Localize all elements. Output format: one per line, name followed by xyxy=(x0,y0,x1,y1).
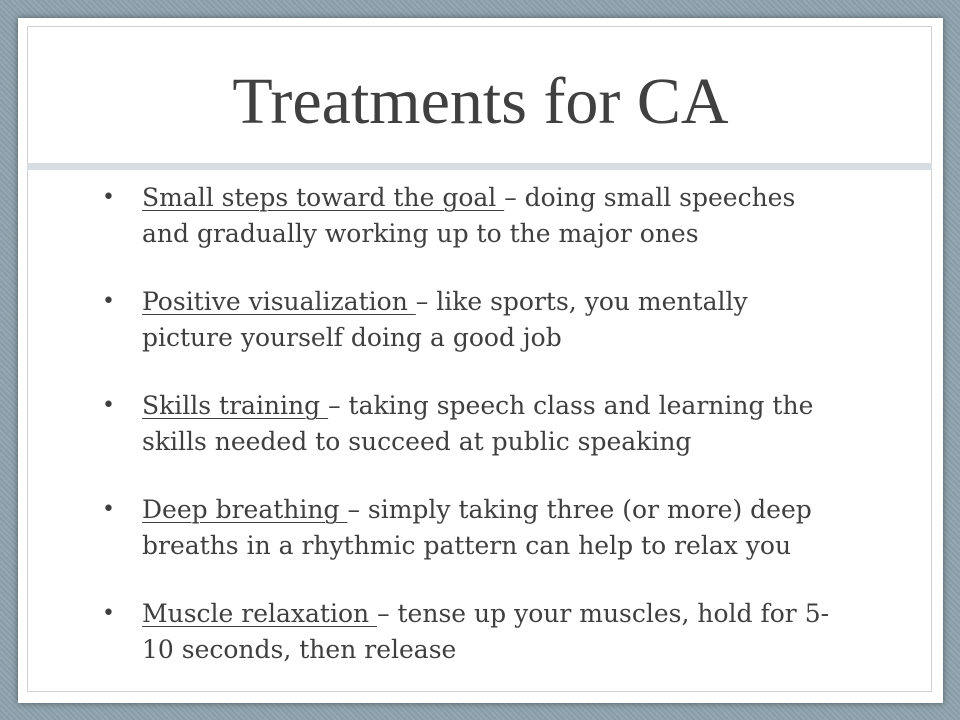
bullet-text: – like sports, you mentally picture yourself doing a good job xyxy=(142,287,748,352)
slide xyxy=(18,18,943,703)
bullet-item xyxy=(102,388,842,460)
bullet-item xyxy=(102,492,842,564)
bullet-text: – doing small speeches and gradually working up to the major ones xyxy=(142,183,796,248)
bullet-term: Skills training xyxy=(142,391,329,420)
bullet-list xyxy=(102,180,842,700)
bullet-term: Deep breathing xyxy=(142,495,348,524)
bullet-term: Muscle relaxation xyxy=(142,599,378,628)
bullet-icon: • xyxy=(102,601,115,626)
bullet-icon: • xyxy=(102,497,115,522)
bullet-item xyxy=(102,284,842,356)
bullet-item xyxy=(102,180,842,252)
bullet-icon: • xyxy=(102,185,115,210)
bullet-text: – taking speech class and learning the skills needed to succeed at public speaking xyxy=(142,391,814,456)
bullet-icon: • xyxy=(102,393,115,418)
bullet-term: Positive visualization xyxy=(142,287,416,316)
bullet-item xyxy=(102,596,842,668)
bullet-text: – simply taking three (or more) deep breaths in a rhythmic pattern can help to relax you xyxy=(142,495,812,560)
title-divider xyxy=(27,163,932,170)
bullet-icon: • xyxy=(102,289,115,314)
slide-title: Treatments for CA xyxy=(232,65,729,138)
bullet-term: Small steps toward the goal xyxy=(142,183,505,212)
bullet-text: – tense up your muscles, hold for 5-10 seconds, then release xyxy=(142,599,830,664)
